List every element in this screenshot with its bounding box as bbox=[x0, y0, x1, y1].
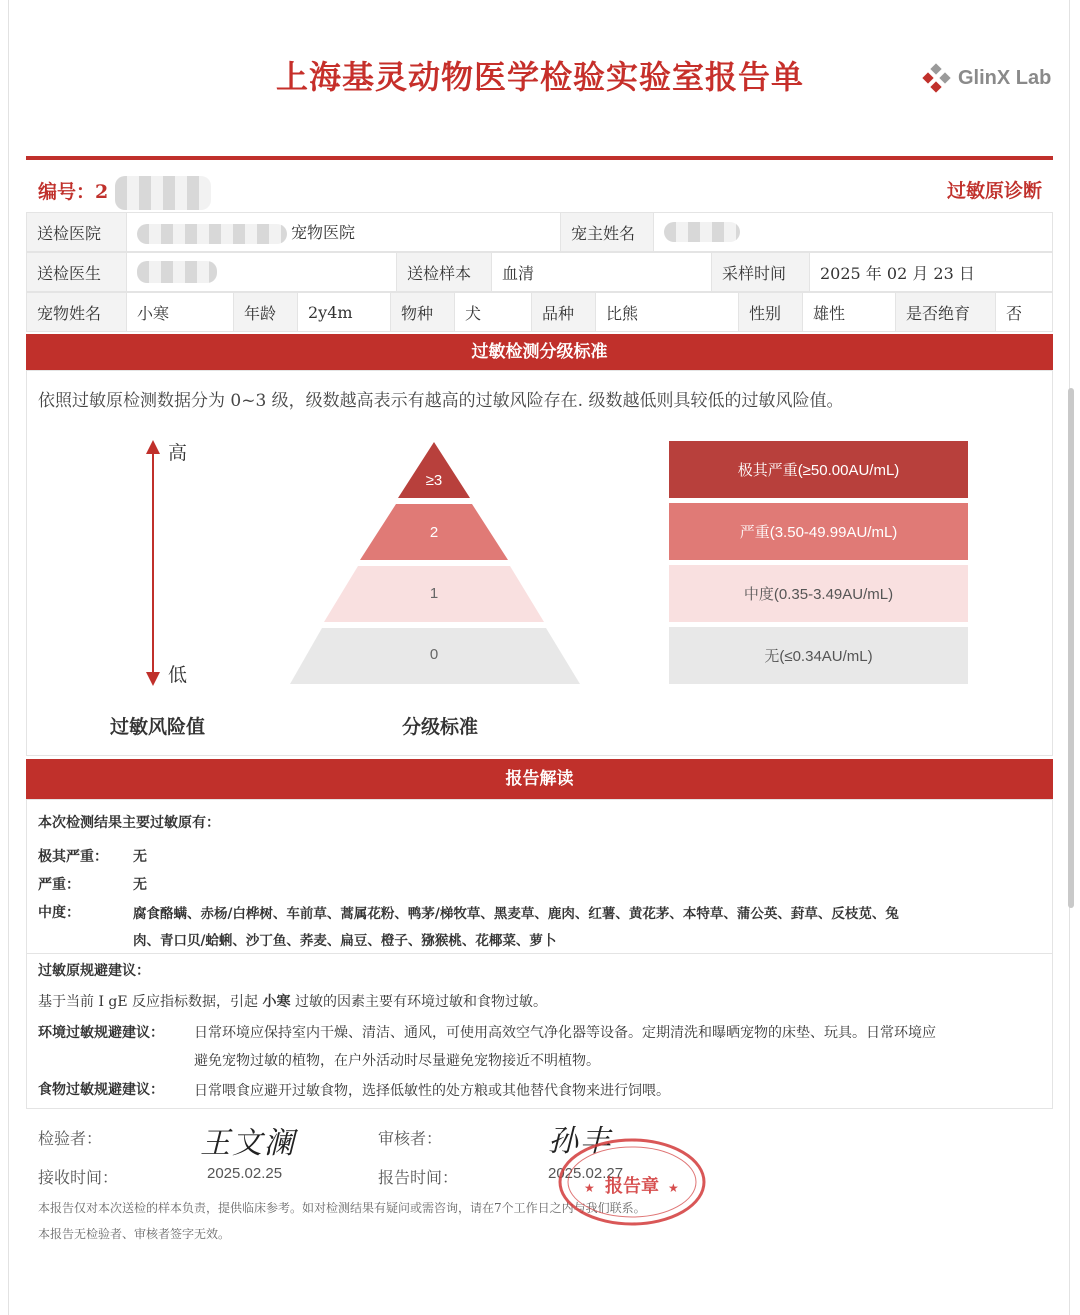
logo-text: GlinX Lab bbox=[958, 66, 1052, 89]
owner-label: 宠主姓名 bbox=[561, 213, 654, 252]
breed-label: 品种 bbox=[532, 293, 596, 332]
level-moderate: 中度(0.35-3.49AU/mL) bbox=[669, 565, 968, 622]
info-row-1 bbox=[26, 212, 1053, 252]
risk-low-label: 低 bbox=[168, 664, 188, 686]
owner-value bbox=[654, 213, 1053, 252]
report-time-label: 报告时间： bbox=[378, 1168, 459, 1187]
report-title: 上海基灵动物医学检验实验室报告单 bbox=[275, 58, 804, 96]
grade-pyramid bbox=[288, 440, 582, 688]
age-value: 2y4m bbox=[298, 293, 391, 332]
hospital-label: 送检医院 bbox=[27, 213, 127, 252]
glinx-logo bbox=[922, 62, 1051, 94]
logo-mark-icon bbox=[922, 63, 952, 93]
svg-text:★: ★ bbox=[584, 1181, 595, 1195]
advice-pet-name: 小寒 bbox=[262, 994, 291, 1010]
time-value: 2025 年 02 月 23 日 bbox=[810, 253, 1053, 292]
moderate-line-2: 肉、青口贝/蛤蜊、沙丁鱼、荞麦、扁豆、橙子、猕猴桃、花椰菜、萝卜 bbox=[133, 933, 557, 949]
env-advice-line-2: 避免宠物过敏的植物，在户外活动时尽量避免宠物接近不明植物。 bbox=[194, 1053, 600, 1069]
main-allergen-title: 本次检测结果主要过敏原有： bbox=[38, 815, 220, 831]
pet-label: 宠物姓名 bbox=[27, 293, 127, 332]
extreme-value: 无 bbox=[133, 849, 147, 865]
reviewer-label: 审核者： bbox=[378, 1129, 443, 1148]
pyramid-label-1: 1 bbox=[429, 585, 439, 602]
scrollbar[interactable] bbox=[1068, 388, 1074, 908]
redacted-number bbox=[115, 176, 211, 210]
level-extreme: 极其严重(≥50.00AU/mL) bbox=[669, 441, 968, 498]
env-advice-label: 环境过敏规避建议： bbox=[38, 1025, 164, 1041]
grading-intro: 依照过敏原检测数据分为 0~3 级，级数越高表示有越高的过敏风险存在. 级数越低则具较低的过敏风险值。 bbox=[38, 391, 844, 411]
risk-high-label: 高 bbox=[168, 442, 188, 464]
moderate-line-1: 腐食酪螨、赤杨/白桦树、车前草、蒿属花粉、鸭茅/梯牧草、黑麦草、鹿肉、红薯、黄花茅、本特草、蒲公英、葑草、反枝苋、兔 bbox=[133, 906, 899, 922]
sex-label: 性别 bbox=[739, 293, 803, 332]
moderate-label: 中度： bbox=[38, 905, 80, 921]
inspector-signature: 王文澜 bbox=[200, 1126, 296, 1161]
neutered-label: 是否绝育 bbox=[896, 293, 996, 332]
species-value: 犬 bbox=[455, 293, 532, 332]
grade-caption: 分级标准 bbox=[402, 716, 479, 738]
info-row-2 bbox=[26, 252, 1053, 292]
time-label: 采样时间 bbox=[712, 253, 810, 292]
extreme-label: 极其严重： bbox=[38, 849, 108, 865]
report-number: 编号：2 bbox=[38, 176, 211, 210]
level-none: 无(≤0.34AU/mL) bbox=[669, 627, 968, 684]
grading-bar: 过敏检测分级标准 bbox=[26, 334, 1053, 370]
header-rule bbox=[26, 156, 1053, 160]
neutered-value: 否 bbox=[996, 293, 1053, 332]
species-label: 物种 bbox=[391, 293, 455, 332]
disclaimer-1: 本报告仅对本次送检的样本负责，提供临床参考。如对检测结果有疑问或需咨询，请在7个工作日之内与我们联系。 bbox=[38, 1201, 646, 1215]
pyramid-label-3: ≥3 bbox=[425, 472, 443, 489]
sample-value: 血清 bbox=[492, 253, 712, 292]
severe-value: 无 bbox=[133, 877, 147, 893]
reviewer-signature: 孙丰 bbox=[548, 1124, 612, 1159]
redacted-owner bbox=[664, 222, 740, 242]
stamp-text: 报告章 bbox=[605, 1176, 659, 1197]
interpretation-bar: 报告解读 bbox=[26, 759, 1053, 799]
pyramid-level-3 bbox=[398, 442, 470, 498]
advice-title: 过敏原规避建议： bbox=[38, 963, 150, 979]
food-advice-line: 日常喂食应避开过敏食物，选择低敏性的处方粮或其他替代食物来进行饲喂。 bbox=[194, 1083, 670, 1099]
risk-caption: 过敏风险值 bbox=[110, 716, 206, 738]
sample-label: 送检样本 bbox=[397, 253, 492, 292]
doctor-value bbox=[127, 253, 397, 292]
hospital-value: 宠物医院 bbox=[127, 213, 561, 252]
report-time-value: 2025.02.27 bbox=[548, 1165, 624, 1182]
breed-value: 比熊 bbox=[596, 293, 739, 332]
severe-label: 严重： bbox=[38, 877, 80, 893]
env-advice-line-1: 日常环境应保持室内干燥、清洁、通风，可使用高效空气净化器等设备。定期清洗和曝晒宠物的床垫、玩具。日常环境应 bbox=[194, 1025, 936, 1041]
report-stamp bbox=[556, 1136, 708, 1228]
pyramid-label-2: 2 bbox=[429, 524, 439, 541]
sex-value: 雄性 bbox=[803, 293, 896, 332]
receive-label: 接收时间： bbox=[38, 1168, 119, 1187]
food-advice-label: 食物过敏规避建议： bbox=[38, 1082, 164, 1098]
advice-summary: 基于当前 I gE 反应指标数据，引起 小寒 过敏的因素主要有环境过敏和食物过敏。 bbox=[38, 994, 547, 1010]
section-divider bbox=[26, 953, 1053, 954]
doctor-label: 送检医生 bbox=[27, 253, 127, 292]
risk-arrow-icon bbox=[140, 440, 166, 686]
info-row-3 bbox=[26, 292, 1053, 332]
inspector-label: 检验者： bbox=[38, 1129, 103, 1148]
receive-value: 2025.02.25 bbox=[207, 1165, 283, 1182]
disclaimer-2: 本报告无检验者、审核者签字无效。 bbox=[38, 1227, 231, 1241]
report-type: 过敏原诊断 bbox=[946, 180, 1042, 202]
pet-value: 小寒 bbox=[127, 293, 234, 332]
age-label: 年龄 bbox=[234, 293, 298, 332]
redacted-doctor bbox=[137, 261, 217, 283]
pyramid-label-0: 0 bbox=[429, 646, 439, 663]
svg-text:★: ★ bbox=[668, 1181, 679, 1195]
level-severe: 严重(3.50-49.99AU/mL) bbox=[669, 503, 968, 560]
redacted-hospital bbox=[137, 224, 287, 244]
